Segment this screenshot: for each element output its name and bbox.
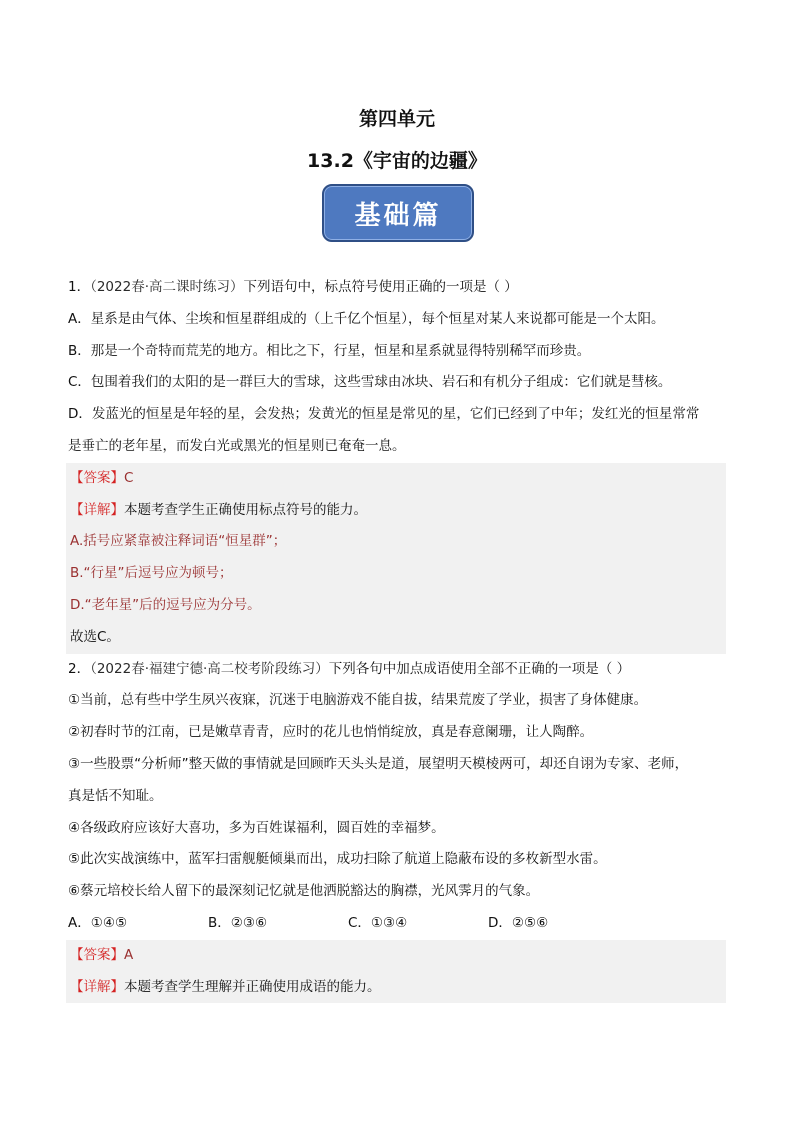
detail-tag: 【详解】 <box>70 978 124 995</box>
q1-option-d-line1: D．发蓝光的恒星是年轻的星，会发热；发黄光的恒星是常见的星，它们已经到了中年；发红光的恒星常常 <box>68 406 700 423</box>
q2-sentence-3-line1: ③一些股票“分析师”整天做的事情就是回顾昨天头头是道，展望明天模棱两可，却还自诩为专家、老师， <box>68 755 689 772</box>
q1-detail <box>66 495 726 527</box>
q2-sentence-6: ⑥蔡元培校长给人留下的最深刻记忆就是他洒脱豁达的胸襟，光风霁月的气象。 <box>68 883 540 900</box>
q1-stem <box>68 272 724 304</box>
q2-sentence-2: ②初春时节的江南，已是嫩草青青，应时的花儿也悄悄绽放，真是春意阑珊，让人陶醉。 <box>68 724 594 741</box>
q2-sentence-4: ④各级政府应该好大喜功，多为百姓谋福利，圆百姓的幸福梦。 <box>68 819 445 836</box>
q2-source: （2022春·福建宁德·高二校考阶段练习） <box>90 660 329 677</box>
level-badge: 基础篇 <box>322 184 474 242</box>
q1-explain-d: D.“老年星”后的逗号应为分号。 <box>66 590 726 622</box>
answer-tag: 【答案】 <box>70 946 124 963</box>
q2-option-c: C．①③④ <box>348 914 408 931</box>
q1-explain-a: A.括号应紧靠被注释词语“恒星群”； <box>66 526 726 558</box>
q2-number: 2． <box>68 660 91 677</box>
q1-source: （2022春·高二课时练习） <box>90 279 244 295</box>
q1-explain-b: B.“行星”后逗号应为顿号； <box>66 558 726 590</box>
q2-detail-text: 本题考查学生理解并正确使用成语的能力。 <box>124 978 381 995</box>
q1-detail-text: 本题考查学生正确使用标点符号的能力。 <box>124 501 367 518</box>
q2-options <box>68 908 724 940</box>
q2-option-d: D．②⑤⑥ <box>488 914 549 931</box>
q1-option-b: B．那是一个奇特而荒芜的地方。相比之下，行星，恒星和星系就显得特别稀罕而珍贵。 <box>68 342 591 359</box>
q2-option-b: B．②③⑥ <box>208 914 268 931</box>
q2-option-a: A．①④⑤ <box>68 914 128 931</box>
q2-sentence-5: ⑤此次实战演练中，蓝军扫雷舰艇倾巢而出，成功扫除了航道上隐蔽布设的多枚新型水雷。 <box>68 851 607 868</box>
lesson-title: 13.2《宇宙的边疆》 <box>307 150 487 172</box>
q2-detail <box>66 972 726 1004</box>
q1-answer-value: C <box>124 469 134 486</box>
q2-sentence-3-line2: 真是恬不知耻。 <box>68 787 163 804</box>
q1-option-c: C．包围着我们的太阳的是一群巨大的雪球，这些雪球由冰块、岩石和有机分子组成：它们就是彗核。 <box>68 374 672 391</box>
q1-option-d-line2: 是垂亡的老年星，而发白光或黑光的恒星则已奄奄一息。 <box>68 437 406 454</box>
q1-option-a: A．星系是由气体、尘埃和恒星群组成的（上千亿个恒星），每个恒星对某人来说都可能是一个太阳。 <box>68 310 665 327</box>
unit-title: 第四单元 <box>358 108 435 130</box>
q2-stem <box>68 654 724 686</box>
q2-answer-value: A <box>124 946 134 963</box>
q1-conclusion: 故选C。 <box>66 622 726 654</box>
q2-stem-text: 下列各句中加点成语使用全部不正确的一项是（ ） <box>328 660 631 677</box>
detail-tag: 【详解】 <box>70 501 124 518</box>
q1-answer <box>66 463 726 495</box>
q2-sentence-1: ①当前，总有些中学生夙兴夜寐，沉迷于电脑游戏不能自拔，结果荒废了学业，损害了身体健康。 <box>68 692 648 709</box>
q1-stem-text: 下列语句中，标点符号使用正确的一项是（ ） <box>243 279 518 295</box>
question-content <box>68 272 724 1003</box>
q1-number: 1． <box>68 279 91 295</box>
q2-answer <box>66 940 726 972</box>
answer-tag: 【答案】 <box>70 469 124 486</box>
